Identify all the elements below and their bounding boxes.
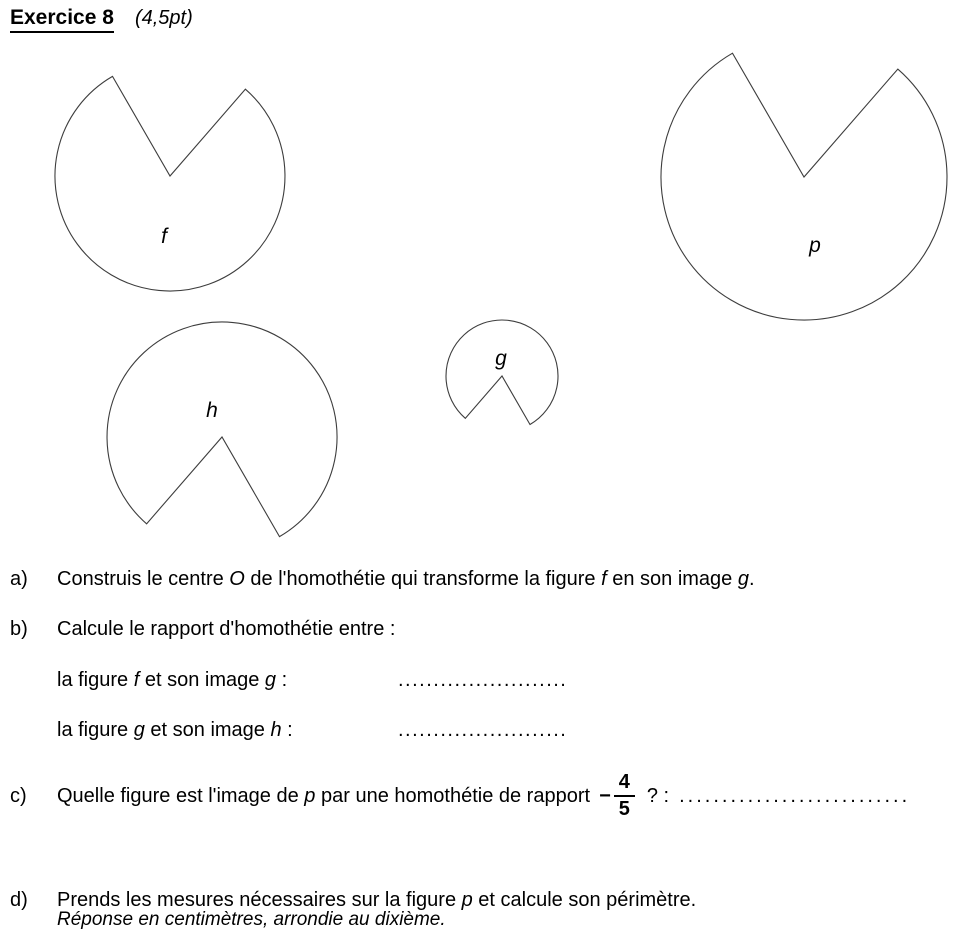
question-c-text: Quelle figure est l'image de p par une homothétie de rapport [57,785,591,807]
fraction-minus-sign: − [599,785,611,807]
answer-blank-g-h: ........................ [398,719,568,741]
answer-row-f-g [57,668,979,692]
fraction-stack [614,772,635,820]
answer-blank-c: ........................... [679,785,911,807]
fraction-numerator: 4 [614,772,635,797]
figure-g-label: g [495,347,507,370]
exercise-points: (4,5pt) [134,7,193,29]
question-b-text: Calcule le rapport d'homothétie entre : [57,618,396,640]
question-d-number: d) [10,889,28,911]
question-b [10,617,979,641]
figure-f-label: f [161,225,167,248]
question-b-number: b) [10,618,28,640]
question-a-text: Construis le centre O de l'homothétie qui transforme la figure f en son image g. [57,568,755,590]
figure-p-shape [661,53,947,320]
answer-blank-f-g: ........................ [398,669,568,691]
answer-row-g-h [57,718,979,742]
question-a-number: a) [10,568,28,590]
figure-f-shape [55,76,285,291]
fraction-denominator: 5 [618,798,630,820]
exercise-title: Exercice 8 [10,6,114,33]
question-c [10,770,979,822]
answer-row-f-g-label: la figure f et son image g : [57,669,288,691]
question-d-note: Réponse en centimètres, arrondie au dixième. [57,909,446,930]
figure-h-label: h [206,399,218,422]
answer-row-g-h-label: la figure g et son image h : [57,719,293,741]
ratio-fraction [599,772,635,820]
figure-g-shape [446,320,558,424]
question-c-number: c) [10,785,27,807]
figure-h-shape [107,322,337,537]
question-c-suffix: ? : [646,785,670,807]
question-d-text: Prends les mesures nécessaires sur la figure p et calcule son périmètre. [57,889,697,911]
figure-p-label: p [809,234,821,257]
question-a [10,567,979,591]
